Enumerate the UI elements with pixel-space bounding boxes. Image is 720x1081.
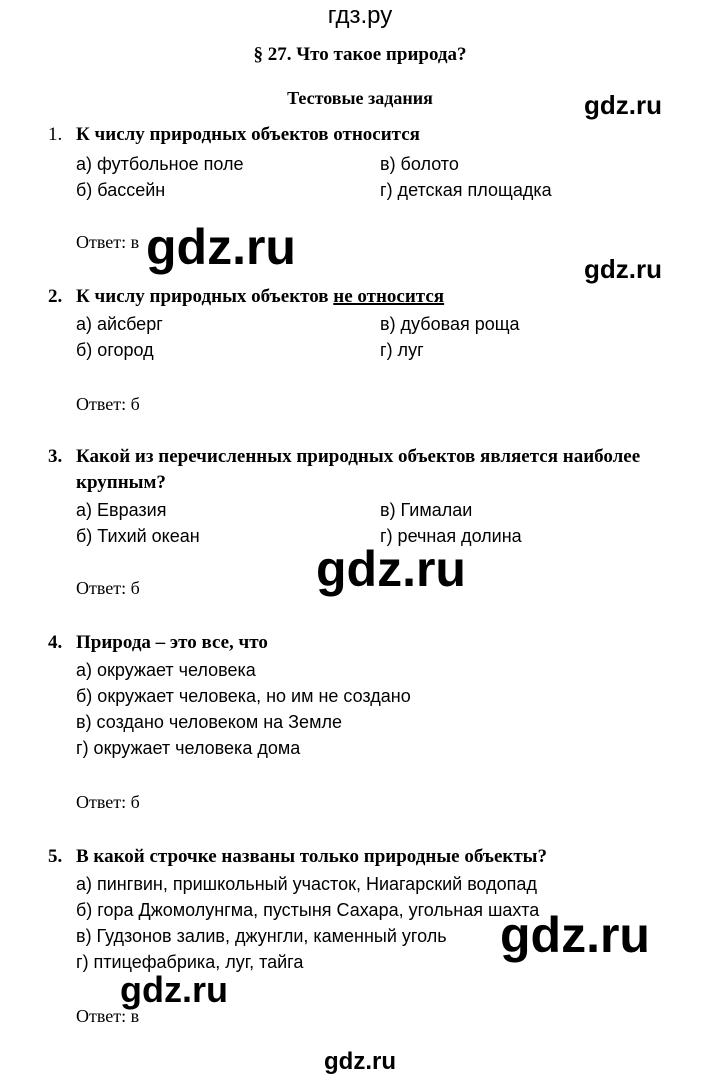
option-a: а) футбольное поле (76, 154, 244, 174)
watermark: gdz.ru (146, 219, 296, 275)
option-a: а) Евразия (76, 500, 167, 520)
option-v: в) болото (380, 154, 459, 174)
question-text (76, 286, 444, 308)
question-number: 3. (48, 446, 63, 467)
watermark: gdz.ru (584, 90, 662, 120)
question-text: Природа – это все, что (76, 632, 268, 653)
option-b: б) огород (76, 340, 154, 360)
answer: Ответ: б (76, 394, 140, 414)
question-text-main: К числу природных объектов (76, 286, 334, 307)
option-b: б) бассейн (76, 180, 166, 200)
subtitle: Тестовые задания (287, 88, 433, 108)
question-text: К числу природных объектов относится (76, 124, 420, 145)
option-v: в) Гудзонов залив, джунгли, каменный уголь (76, 926, 447, 946)
watermark: gdz.ru (584, 254, 662, 284)
option-g: г) детская площадка (380, 180, 552, 200)
option-a: а) окружает человека (76, 660, 256, 680)
watermark: gdz.ru (500, 907, 650, 963)
option-g: г) речная долина (380, 526, 522, 546)
question-text: В какой строчке названы только природные объекты? (76, 846, 547, 867)
option-g: г) луг (380, 340, 424, 360)
answer: Ответ: в (76, 1006, 140, 1026)
watermark: gdz.ru (316, 541, 466, 597)
question-number: 1. (48, 124, 63, 145)
option-g: г) окружает человека дома (76, 738, 301, 758)
question-text-underlined: не относится (333, 286, 445, 307)
question-number: 5. (48, 846, 63, 867)
option-b: б) Тихий океан (76, 526, 200, 546)
watermark: gdz.ru (324, 1048, 396, 1075)
option-v: в) создано человеком на Земле (76, 712, 342, 732)
question-number: 2. (48, 286, 63, 307)
answer: Ответ: б (76, 792, 140, 812)
answer: Ответ: б (76, 578, 140, 598)
site-header: гдз.ру (327, 2, 393, 29)
question-number: 4. (48, 632, 63, 653)
section-title: § 27. Что такое природа? (253, 44, 467, 65)
answer: Ответ: в (76, 232, 140, 252)
option-v: в) Гималаи (380, 500, 473, 520)
question-text-line1: Какой из перечисленных природных объектов является наиболее (76, 446, 641, 467)
option-a: а) айсберг (76, 314, 163, 334)
option-v: в) дубовая роща (380, 314, 520, 334)
watermark: gdz.ru (120, 969, 228, 1010)
option-b: б) гора Джомолунгма, пустыня Сахара, угольная шахта (76, 900, 540, 920)
option-g: г) птицефабрика, луг, тайга (76, 952, 304, 972)
option-a: а) пингвин, пришкольный участок, Ниагарский водопад (76, 874, 537, 894)
question-text-line2: крупным? (76, 472, 166, 493)
option-b: б) окружает человека, но им не создано (76, 686, 411, 706)
